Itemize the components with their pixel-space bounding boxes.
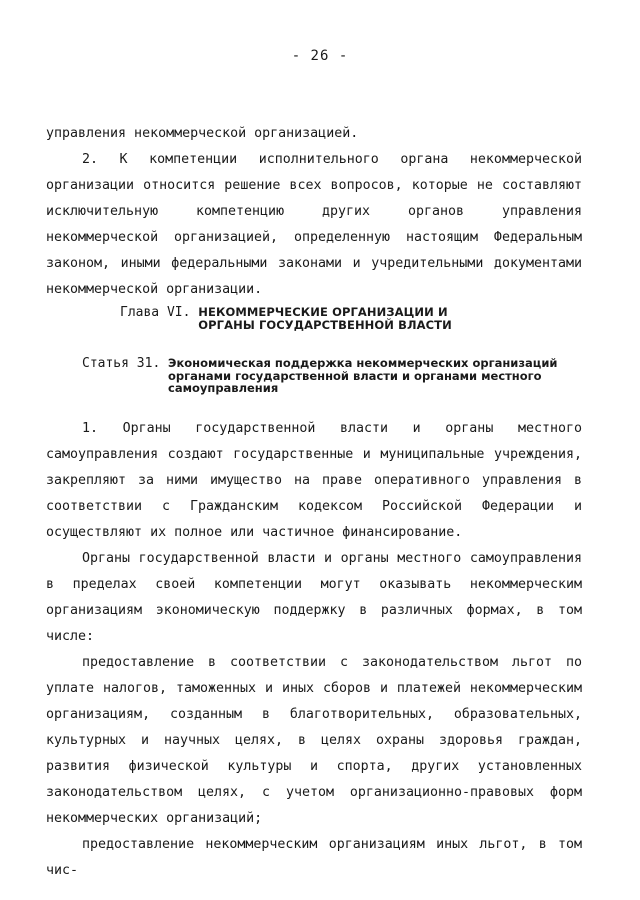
paragraph-executive-body-competence: 2. К компетенции исполнительного органа некоммерческой организации относится решение всех вопросов, которые не составляют исключительную компетенцию других органов управления некоммерческой организацией, определенную настоящим Федеральным законом, иными федеральными законами и учредительными документами некоммерческой организации.	[46, 152, 582, 297]
page-number: - 26 -	[291, 48, 349, 64]
paragraph-continuation: управления некоммерческой организацией.	[46, 126, 359, 141]
chapter-title-line-1: НЕКОММЕРЧЕСКИЕ ОРГАНИЗАЦИИ И	[198, 305, 448, 319]
article-body	[46, 416, 582, 884]
chapter-heading	[120, 306, 560, 332]
article-title: Экономическая поддержка некоммерческих организаций органами государственной власти и органами местного самоуправления	[168, 356, 558, 395]
paragraph-economic-support: Органы государственной власти и органы местного самоуправления в пределах своей компетенции могут оказывать некоммерческим организациям экономическую поддержку в различных формах, в том числе:	[46, 551, 582, 644]
article-heading	[82, 357, 582, 395]
chapter-title-line-2: ОРГАНЫ ГОСУДАРСТВЕННОЙ ВЛАСТИ	[198, 318, 452, 332]
paragraph-tax-benefits: предоставление в соответствии с законодательством льгот по уплате налогов, таможенных и иных сборов и платежей некоммерческим организациям, созданным в благотворительных, образовательных, культурных и научных целях, в целях охраны здоровья граждан, развития физической культуры и спорта, других установленных законодательством целях, с учетом организационно-правовых форм некоммерческих организаций;	[46, 655, 582, 826]
chapter-label: Глава VI.	[120, 305, 191, 320]
paragraph-institutions: 1. Органы государственной власти и органы местного самоуправления создают государственные и муниципальные учреждения, закрепляют за ними имущество на праве оперативного управления в соответствии с Гражданским кодексом Российской Федерации и осуществляют их полное или частичное финансирование.	[46, 421, 582, 540]
article-label: Статья 31.	[82, 356, 161, 371]
top-section	[46, 121, 582, 303]
paragraph-other-benefits: предоставление некоммерческим организациям иных льгот, в том чис-	[46, 837, 582, 878]
